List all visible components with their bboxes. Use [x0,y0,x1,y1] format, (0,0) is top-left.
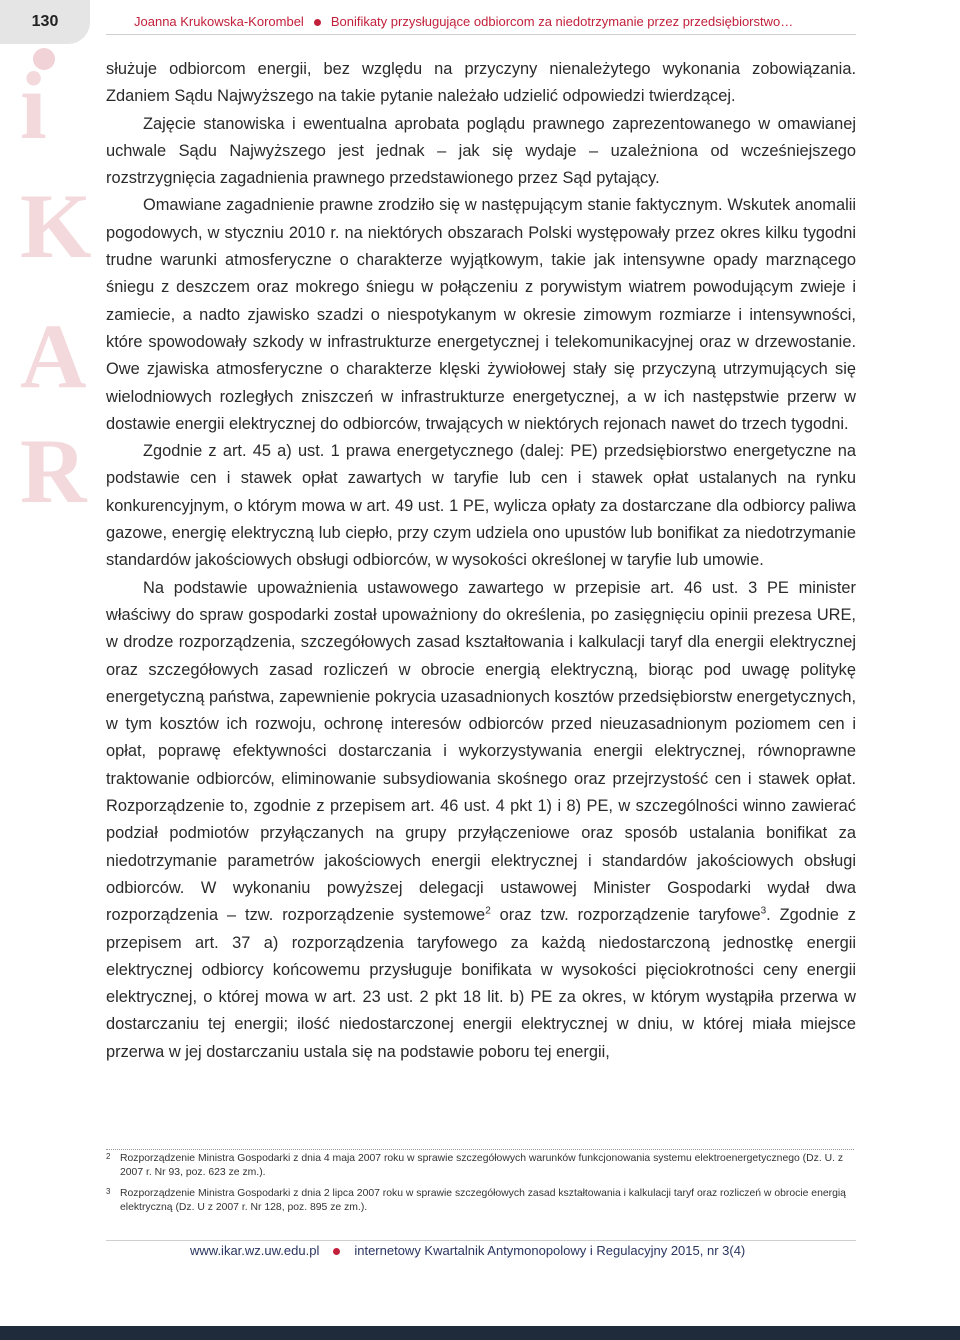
bottom-band [0,1326,960,1340]
footnote-2-text: Rozporządzenie Ministra Gospodarki z dnia 4 maja 2007 roku w sprawie szczegółowych warunków funkcjonowania systemu elektroenergetycznego (Dz. U. z 2007 r. Nr 93, poz. 623 ze zm.). [120,1153,844,1178]
logo-letter-i: i [20,52,47,159]
header-separator-dot [314,19,321,26]
header-article-title: Bonifikaty przysługujące odbiorcom za niedotrzymanie przez przedsiębiorstwo… [330,14,794,29]
header-rule [106,34,856,35]
article-body [106,56,856,1066]
paragraph-2: Zajęcie stanowiska i ewentualna aprobata poglądu prawnego zaprezentowanego w omawianej uchwale Sądu Najwyższego jest jednak – jak się wydaje – uzależniona od wcześniejszego rozstrzygnięcia zagadnienia prawnego przedstawionego przez Sąd pytający. [106,114,856,188]
paragraph-5 [106,575,856,1066]
footer-separator-dot [333,1248,340,1255]
logo-letter-k: K [20,175,92,277]
page-footer [190,1243,856,1258]
paragraph-3: Omawiane zagadnienie prawne zrodziło się w następującym stanie faktycznym. Wskutek anomalii pogodowych, w styczniu 2010 r. na niektórych obszarach Polski występowały przez okres kilku tygodni trudne warunki atmosferyczne o charakterze wyjątkowym, takie jak intensywne opady marznącego śniegu z deszczem oraz mokrego śniegu w połączeniu z porywistym wiatrem powodującym zwieje i zamiecie, a nadto zjawisko szadzi o niespotykanym w okresie zimowym rozmiarze i intensywności, które spowodowały szkody w infrastrukturze energetycznej i telekomunikacyjnej oraz w drzewostanie. Owe zjawiska atmosferyczne o charakterze klęski żywiołowej stały się przyczyną utrzymujących się wielodniowych rozległych zniszczeń w infrastrukturze energetycznej, a w ich następstwie przerw w dostawie energii elektrycznej do odbiorców, trwających w niektórych rejonach nawet do trzech tygodni. [106,196,856,433]
logo-letter-a: A [20,305,87,407]
paragraph-5-part-c: . Zgodnie z przepisem art. 37 a) rozporządzenia taryfowego za każdą niedostarczoną jednostkę energii elektrycznej odbiorcy końcowemu przysługuje bonifikata w wysokości pięciokrotności ceny energii elektrycznej, o której mowa w art. 23 ust. 2 pkt 18 lit. b) PE za okres, w którym wystąpiła przerwa w dostarczaniu tej energii; ilość niedostarczonej energii elektrycznej w dniu, w której miała miejsce przerwa w jej dostarczaniu ustala się na podstawie poboru tej energii, [106,906,856,1061]
footnotes [106,1152,856,1222]
page-number: 130 [0,0,90,44]
footnote-3-mark: 3 [106,1187,111,1196]
footnote-ref-3[interactable]: 3 [760,905,767,917]
footer-url-link[interactable]: www.ikar.wz.uw.edu.pl [190,1243,320,1258]
footnote-2 [106,1152,856,1179]
footnote-3 [106,1187,856,1214]
header-author: Joanna Krukowska-Korombel [134,14,304,29]
footer-journal-name: internetowy Kwartalnik Antymonopolowy i Regulacyjny 2015, nr 3(4) [354,1243,746,1258]
paragraph-1: służuje odbiorcom energii, bez względu na przyczyny nienależytego wykonania zobowiązania. Zdaniem Sądu Najwyższego na takie pytanie należało udzielić odpowiedzi twierdzącej. [106,60,856,106]
footer-rule [106,1240,856,1241]
paragraph-5-part-b: oraz tzw. rozporządzenie taryfowe [490,906,761,925]
paragraph-5-part-a: Na podstawie upoważnienia ustawowego zawartego w przepisie art. 46 ust. 3 PE minister właściwy do spraw gospodarki został upoważniony do określenia, po zasięgnięciu opinii prezesa URE, w drodze rozporządzenia, szczegółowych zasad kształtowania i kalkulacji taryf dla energii elektrycznej oraz szczegółowych zasad rozliczeń w obrocie energią elektryczną, biorąc pod uwagę politykę energetyczną państwa, zapewnienie pokrycia uzasadnionych kosztów przedsiębiorstw energetycznych, w tym kosztów ich rozwoju, ochronę interesów odbiorców przed nieuzasadnionym poziomem cen i opłat, poprawę efektywności dostarczania i wykorzystywania energii elektrycznej, równoprawne traktowanie odbiorców, eliminowanie subsydiowania skośnego oraz przejrzystość cen i stawek opłat. Rozporządzenie to, zgodnie z przepisem art. 46 ust. 4 pkt 1) i 8) PE, w szczególności winno zawierać podział podmiotów przyłączanych na grupy przyłączeniowe oraz sposób ustalania bonifikat za niedotrzymanie parametrów jakościowych energii elektrycznej i standardów jakościowych obsługi odbiorców. W wykonaniu powyższej delegacji ustawowej Minister Gospodarki wydał dwa rozporządzenia – tzw. rozporządzenie systemowe [106,578,856,925]
footnote-2-mark: 2 [106,1152,111,1161]
footnote-3-text: Rozporządzenie Ministra Gospodarki z dnia 2 lipca 2007 roku w sprawie szczegółowych zasad kształtowania i kalkulacji taryf oraz rozliczeń w obrocie energią elektryczną (Dz. U z 2007 r. Nr 128, poz. 895 ze zm.). [120,1188,846,1213]
running-header [134,14,856,29]
logo-letter-r: R [20,420,87,522]
footnote-ref-2[interactable]: 2 [485,905,491,917]
paragraph-4: Zgodnie z art. 45 a) ust. 1 prawa energetycznego (dalej: PE) przedsiębiorstwo energetyczne na podstawie cen i stawek opłat zawartych w taryfie lub cen i stawek opłat ustalanych na rynku konkurencyjnym, o którym mowa w art. 49 ust. 1 PE, wylicza opłaty za dostarczane dla odbiorcy paliwa gazowe, energię elektryczną lub ciepło, przy czym udziela ono upustów lub bonifikat za niedotrzymanie standardów jakościowych obsługi odbiorców, w wysokości określonej w taryfie lub umowie. [106,442,856,570]
footnote-separator [106,1149,854,1150]
